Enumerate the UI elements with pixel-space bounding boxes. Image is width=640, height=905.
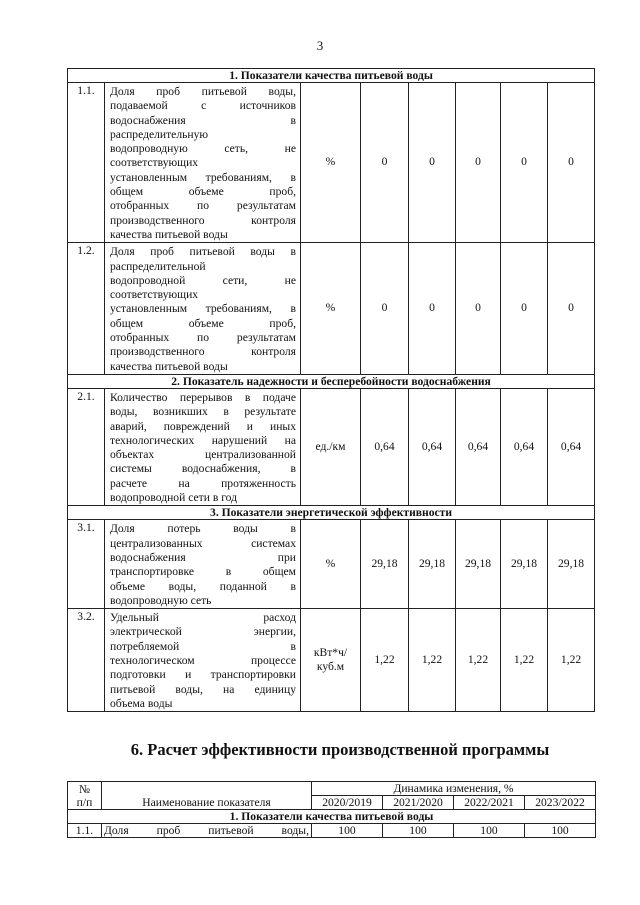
unit-cell: % <box>301 520 361 609</box>
description-line: системы водоснабжения, в <box>110 462 296 476</box>
row-number: 2.1. <box>68 388 105 505</box>
description-line: установленным требованиям, в <box>110 170 296 184</box>
description-line: водопроводной сети, не <box>110 273 296 287</box>
row-description <box>105 609 301 712</box>
description-line: водоснабжения в <box>110 113 296 127</box>
description-line: объектах централизованной <box>110 448 296 462</box>
row-description <box>105 243 301 375</box>
row-number: 1.1. <box>68 824 102 838</box>
row-number: 1.1. <box>68 83 105 243</box>
value-cell: 100 <box>454 824 525 838</box>
description-line: водопроводную сеть, не <box>110 142 296 156</box>
description-line: подаваемой с источников <box>110 99 296 113</box>
description-line: отобранных по результатам <box>110 199 296 213</box>
value-cell: 0 <box>501 243 548 375</box>
description-line: технологическом процессе <box>110 653 296 667</box>
dynamics-header: Динамика изменения, % <box>312 782 596 796</box>
year-header: 2020/2019 <box>312 796 383 810</box>
row-description: Доля проб питьевой воды, <box>102 824 312 838</box>
section-title: 2. Показатель надежности и бесперебойности водоснабжения <box>68 374 595 388</box>
value-cell: 1,22 <box>548 609 595 712</box>
description-line: централизованных системах <box>110 536 296 550</box>
value-cell: 29,18 <box>409 520 456 609</box>
description-line: общем объеме проб, <box>110 185 296 199</box>
description-line: аварий, повреждений и иных <box>110 419 296 433</box>
description-line: Количество перерывов в подаче <box>110 390 296 404</box>
row-number: 1.2. <box>68 243 105 375</box>
value-cell: 0,64 <box>548 388 595 505</box>
value-cell: 0 <box>456 243 501 375</box>
num-header: № п/п <box>68 782 102 810</box>
description-line: установленным требованиям, в <box>110 302 296 316</box>
description-line: распределительной <box>110 259 206 273</box>
description-line: отобранных по результатам <box>110 331 296 345</box>
row-description <box>105 520 301 609</box>
description-line: распределительную <box>110 127 209 141</box>
row-description <box>105 83 301 243</box>
description-line: питьевой воды, на единицу <box>110 682 296 696</box>
value-cell: 0 <box>409 83 456 243</box>
year-header: 2022/2021 <box>454 796 525 810</box>
year-header: 2023/2022 <box>525 796 596 810</box>
description-line: соответствующих <box>110 156 199 170</box>
description-line: общем объеме проб, <box>110 316 296 330</box>
year-header: 2021/2020 <box>383 796 454 810</box>
description-line: объема воды <box>110 696 173 710</box>
unit-cell: % <box>301 83 361 243</box>
description-line: качества питьевой воды <box>110 359 228 373</box>
value-cell: 1,22 <box>361 609 409 712</box>
section-title: 1. Показатели качества питьевой воды <box>68 69 595 83</box>
section-title: 3. Показатели энергетической эффективности <box>68 506 595 520</box>
unit-cell: ед./км <box>301 388 361 505</box>
description-line: Доля проб питьевой воды в <box>110 245 296 259</box>
page-number: 3 <box>316 38 324 53</box>
row-number: 3.1. <box>68 520 105 609</box>
table-row <box>68 609 595 712</box>
efficiency-table <box>67 781 596 838</box>
value-cell: 0 <box>548 243 595 375</box>
value-cell: 1,22 <box>409 609 456 712</box>
value-cell: 29,18 <box>501 520 548 609</box>
value-cell: 0,64 <box>501 388 548 505</box>
description-line: водоснабжения при <box>110 550 296 564</box>
description-line: качества питьевой воды <box>110 227 228 241</box>
description-line: производственного контроля <box>110 213 296 227</box>
description-line: Удельный расход <box>110 611 296 625</box>
description-line: соответствующих <box>110 288 199 302</box>
value-cell: 100 <box>525 824 596 838</box>
row-number: 3.2. <box>68 609 105 712</box>
name-header: Наименование показателя <box>102 782 312 810</box>
section-title: 1. Показатели качества питьевой воды <box>68 810 596 824</box>
description-line: воды, возникших в результате <box>110 405 296 419</box>
description-line: транспортировке в общем <box>110 565 296 579</box>
table-row <box>68 243 595 375</box>
description-line: электрической энергии, <box>110 625 296 639</box>
description-line: водопроводной сети в год <box>110 491 238 505</box>
table-row <box>68 520 595 609</box>
description-line: расчете на протяженность <box>110 476 296 490</box>
value-cell: 0,64 <box>361 388 409 505</box>
description-line: объеме воды, поданной в <box>110 579 296 593</box>
table-row <box>68 388 595 505</box>
value-cell: 100 <box>383 824 454 838</box>
value-cell: 0,64 <box>409 388 456 505</box>
description-line: производственного контроля <box>110 345 296 359</box>
value-cell: 0 <box>548 83 595 243</box>
description-line: подготовки и транспортировки <box>110 668 296 682</box>
value-cell: 1,22 <box>456 609 501 712</box>
value-cell: 1,22 <box>501 609 548 712</box>
description-line: Доля потерь воды в <box>110 522 296 536</box>
value-cell: 0 <box>361 83 409 243</box>
value-cell: 0 <box>456 83 501 243</box>
value-cell: 29,18 <box>548 520 595 609</box>
unit-cell: % <box>301 243 361 375</box>
value-cell: 29,18 <box>361 520 409 609</box>
value-cell: 0 <box>409 243 456 375</box>
value-cell: 29,18 <box>456 520 501 609</box>
value-cell: 0 <box>361 243 409 375</box>
description-line: водопроводную сеть <box>110 593 212 607</box>
table-row <box>68 83 595 243</box>
row-description <box>105 388 301 505</box>
description-line: потребляемой в <box>110 639 296 653</box>
unit-cell: кВт*ч/ куб.м <box>301 609 361 712</box>
value-cell: 0 <box>501 83 548 243</box>
value-cell: 0,64 <box>456 388 501 505</box>
section-6-heading: 6. Расчет эффективности производственной программы <box>130 740 550 759</box>
description-line: Доля проб питьевой воды, <box>110 85 296 98</box>
indicators-table <box>67 68 595 712</box>
description-line: технологических нарушений на <box>110 433 296 447</box>
value-cell: 100 <box>312 824 383 838</box>
